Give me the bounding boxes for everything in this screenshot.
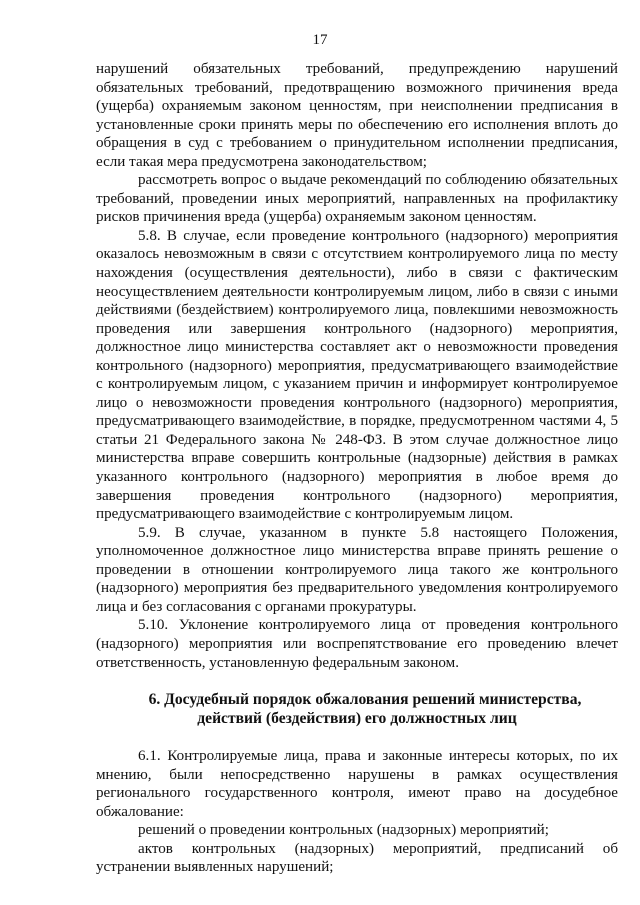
- paragraph-5-9: 5.9. В случае, указанном в пункте 5.8 настоящего Положения, уполномоченное должностное лицо министерства вправе принять решение о проведении в отношении контролируемого лица такого же контрольного (надзорного) мероприятия без предварительного уведомления контролируемого лица и без согласования с органами прокуратуры.: [96, 524, 618, 615]
- paragraph-recommendations: рассмотреть вопрос о выдаче рекомендаций по соблюдению обязательных требований, проведении иных мероприятий, направленных на профилактику рисков причинения вреда (ущерба) охраняемым законом ценностям.: [96, 172, 618, 226]
- section-heading-line-1: 6. Досудебный порядок обжалования решений министерства,: [148, 691, 582, 709]
- list-item-acts: актов контрольных (надзорных) мероприятий, предписаний об устранении выявленных нарушений;: [96, 840, 618, 876]
- paragraph-item-5-7-continuation: нарушений обязательных требований, предупреждению нарушений обязательных требований, предотвращению возможного причинения вреда (ущерба) охраняемым законом ценностям, при неисполнении предписания в установленные сроки принять меры по обеспечению его исполнения вплоть до обращения в суд с требованием о принудительном исполнении предписания, если такая мера предусмотрена законодательством;: [96, 61, 618, 170]
- paragraph-5-10: 5.10. Уклонение контролируемого лица от проведения контрольного (надзорного) мероприятия или воспрепятствование его проведению влечет ответственность, установленную федеральным законом.: [96, 617, 618, 671]
- section-heading-line-2: действий (бездействия) его должностных лиц: [197, 709, 517, 727]
- paragraph-5-8: 5.8. В случае, если проведение контрольного (надзорного) мероприятия оказалось невозможным в связи с отсутствием контролируемого лица по месту нахождения (осуществления деятельности), либо в связи с фактическим неосуществлением деятельности контролируемым лицом, либо в связи с иными действиями (бездействием) контролируемого лица, повлекшими невозможность проведения или завершения контрольного (надзорного) мероприятия, должностное лицо министерства составляет акт о невозможности проведения контрольного (надзорного) мероприятия, предусматривающего взаимодействие с контролируемым лицом, с указанием причин и информирует контролируемое лицо о невозможности проведения контрольного (надзорного) мероприятия, предусматривающего взаимодействие, в порядке, предусмотренном частями 4, 5 статьи 21 Федерального закона № 248-ФЗ. В этом случае должностное лицо министерства вправе совершить контрольные (надзорные) действия в рамках указанного контрольного (надзорного) мероприятия в любое время до завершения проведения контрольного (надзорного) мероприятия, предусматривающего взаимодействие с контролируемым лицом.: [96, 227, 618, 523]
- paragraphs-after: [96, 747, 618, 877]
- document-body: [96, 60, 618, 877]
- section-heading: [96, 691, 618, 728]
- list-item-decisions: решений о проведении контрольных (надзорных) мероприятий;: [138, 822, 549, 839]
- paragraph-6-1: 6.1. Контролируемые лица, права и законные интересы которых, по их мнению, были непосредственно нарушены в рамках осуществления регионального государственного контроля, имеют право на досудебное обжалование:: [96, 748, 618, 820]
- paragraphs-before: [96, 60, 618, 672]
- page-number: 17: [312, 32, 328, 48]
